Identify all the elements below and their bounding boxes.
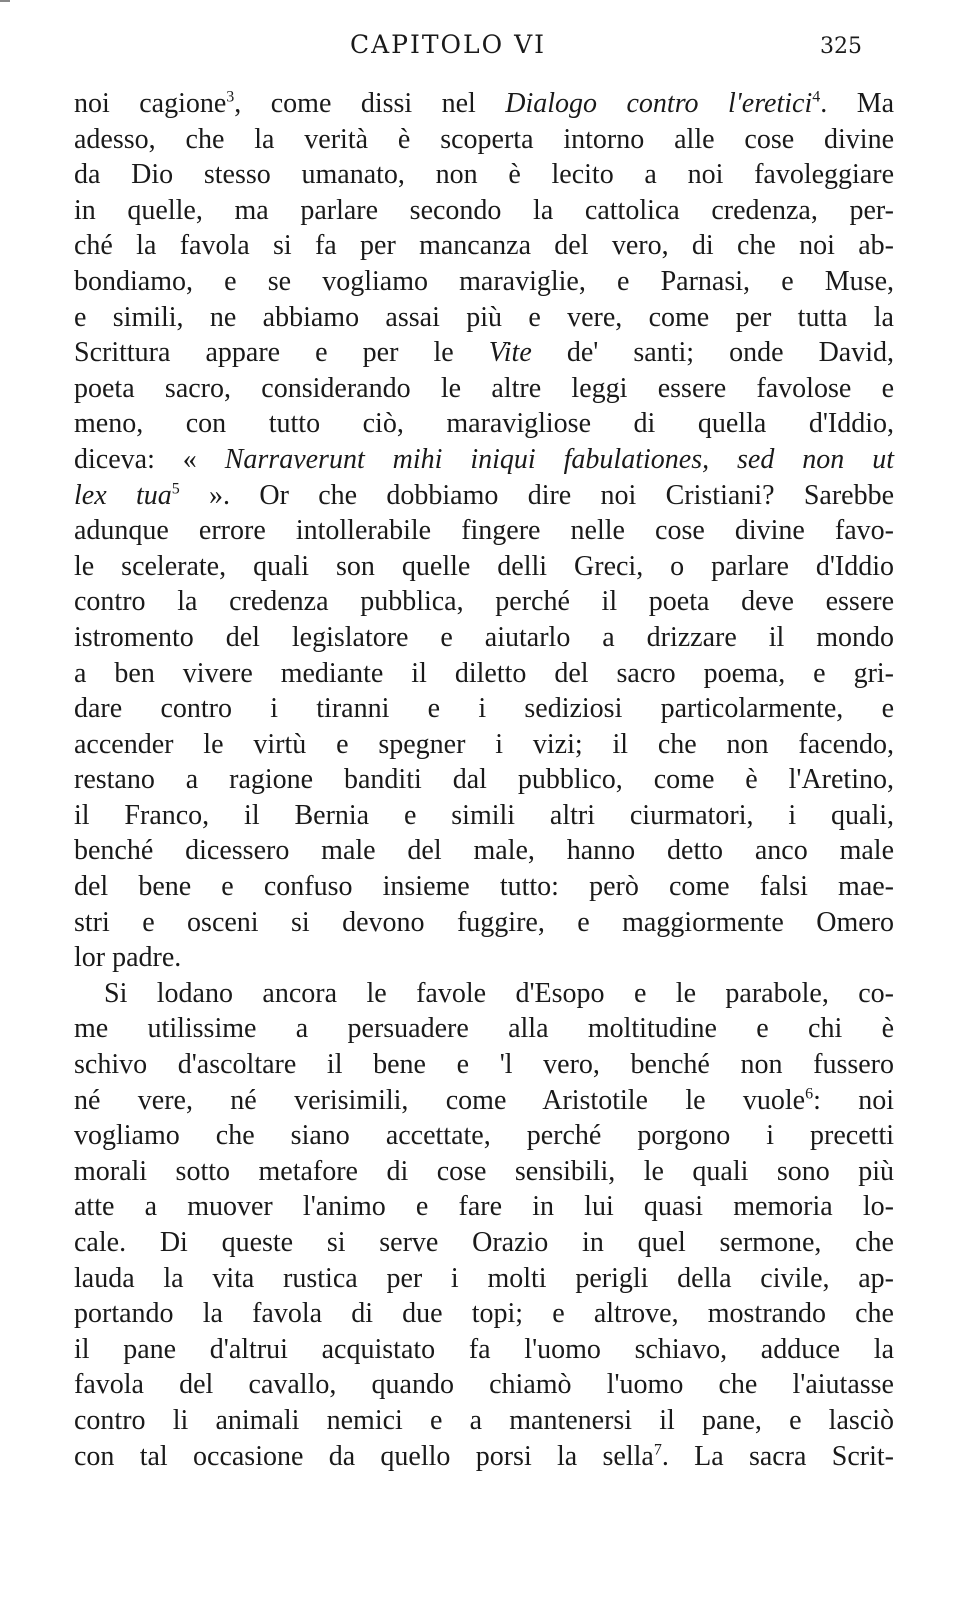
text-run: contro li animali nemici e a mantenersi il pane, e lasciò	[74, 1404, 894, 1436]
text-line	[74, 976, 894, 1012]
text-run: del bene e confuso insieme tutto: però come falsi mae-	[74, 871, 894, 903]
text-line	[74, 1225, 894, 1261]
text-run: Vite	[488, 337, 532, 369]
text-run: Scrittura appare e per le	[74, 337, 489, 369]
text-run: lex tua	[74, 479, 172, 511]
text-line	[74, 406, 894, 442]
text-run: , come dissi nel	[234, 88, 506, 119]
text-run: contro la credenza pubblica, perché il poeta deve essere	[74, 586, 894, 618]
text-line	[74, 1367, 894, 1403]
text-run: in quelle, ma parlare secondo la cattolica credenza, per-	[74, 194, 894, 226]
text-run: dare contro i tiranni e i sediziosi particolarmente, e	[74, 693, 894, 725]
text-run: istromento del legislatore e aiutarlo a drizzare il mondo	[74, 621, 894, 653]
text-run: de' santi; onde David,	[531, 337, 894, 369]
text-run: cale. Di queste si serve Orazio in quel sermone, che	[74, 1227, 894, 1258]
footnote-marker: 7	[653, 1441, 662, 1459]
text-line	[74, 513, 894, 549]
text-run: accender le virtù e spegner i vizi; il che non facendo,	[74, 728, 894, 760]
footnote-marker: 6	[805, 1085, 814, 1103]
text-run: me utilissime a persuadere alla moltitudine e chi è	[74, 1013, 894, 1045]
text-line	[74, 1154, 894, 1190]
text-line	[74, 478, 894, 514]
text-run: . Ma	[820, 88, 895, 119]
text-line	[74, 833, 894, 869]
text-line	[74, 335, 894, 371]
text-line	[74, 1011, 894, 1047]
text-line	[74, 1439, 894, 1475]
text-run: : noi	[813, 1084, 894, 1116]
body-text	[74, 86, 894, 1474]
text-line	[74, 1047, 894, 1083]
text-run: poeta sacro, considerando le altre leggi essere favolose e	[74, 372, 894, 404]
text-run: bondiamo, e se vogliamo maraviglie, e Parnasi, e Muse,	[74, 265, 894, 297]
text-line	[74, 620, 894, 656]
text-run: Si lodano ancora le favole d'Esopo e le parabole, co-	[104, 977, 894, 1009]
text-line	[74, 300, 894, 336]
footnote-marker: 3	[226, 88, 235, 106]
text-line	[74, 584, 894, 620]
text-run: il Franco, il Bernia e simili altri ciurmatori, i quali,	[74, 799, 894, 831]
text-run: adunque errore intollerabile fingere nelle cose divine favo-	[74, 515, 894, 547]
text-line	[74, 442, 894, 478]
text-run: Dialogo contro l'eretici	[505, 88, 813, 119]
text-run: né vere, né verisimili, come Aristotile le vuole	[74, 1084, 806, 1116]
text-run: con tal occasione da quello porsi la sella	[74, 1440, 654, 1472]
text-run: adesso, che la verità è scoperta intorno alle cose divine	[74, 123, 894, 155]
text-line	[74, 1189, 894, 1225]
text-run: meno, con tutto ciò, maravigliose di quella d'Iddio,	[74, 408, 894, 440]
text-line	[74, 1403, 894, 1439]
text-run: il pane d'altrui acquistato fa l'uomo schiavo, adduce la	[74, 1333, 894, 1365]
text-run: ». Or che dobbiamo dire noi Cristiani? Sarebbe	[179, 479, 894, 511]
text-line	[74, 157, 894, 193]
text-line	[74, 1296, 894, 1332]
text-run: portando la favola di due topi; e altrove, mostrando che	[74, 1298, 894, 1330]
text-run: da Dio stesso umanato, non è lecito a noi favoleggiare	[74, 159, 894, 191]
text-line	[74, 193, 894, 229]
text-line	[74, 1083, 894, 1119]
text-run: schivo d'ascoltare il bene e 'l vero, benché non fussero	[74, 1049, 894, 1081]
text-run: morali sotto metafore di cose sensibili, le quali sono più	[74, 1155, 894, 1187]
footnote-marker: 5	[171, 480, 180, 498]
page-header	[0, 30, 972, 62]
text-line	[74, 1118, 894, 1154]
text-line	[74, 371, 894, 407]
text-line	[74, 86, 894, 122]
text-line	[74, 869, 894, 905]
text-line	[74, 691, 894, 727]
text-run: lor padre.	[74, 942, 182, 974]
page-number: 325	[820, 34, 862, 59]
text-run: lauda la vita rustica per i molti perigli della civile, ap-	[74, 1262, 894, 1294]
text-line	[74, 798, 894, 834]
text-run: restano a ragione banditi dal pubblico, come è l'Aretino,	[74, 764, 894, 796]
footnote-marker: 4	[812, 88, 821, 106]
text-line	[74, 656, 894, 692]
text-line	[74, 1332, 894, 1368]
text-line	[74, 727, 894, 763]
text-line	[74, 940, 894, 976]
text-run: vogliamo che siano accettate, perché porgono i precetti	[74, 1120, 894, 1152]
text-run: diceva: «	[74, 443, 225, 475]
text-line	[74, 549, 894, 585]
text-line	[74, 762, 894, 798]
text-run: noi cagione	[74, 88, 227, 119]
running-head: CAPITOLO VI	[350, 30, 547, 59]
text-run: benché dicessero male del male, hanno detto anco male	[74, 835, 894, 867]
text-run: Narraverunt mihi iniqui fabulationes, sed non ut	[224, 443, 894, 475]
scan-mark	[0, 0, 10, 2]
text-run: . La sacra Scrit-	[661, 1440, 894, 1472]
text-run: stri e osceni si devono fuggire, e maggiormente Omero	[74, 906, 894, 938]
text-line	[74, 905, 894, 941]
text-run: ché la favola si fa per mancanza del vero, di che noi ab-	[74, 230, 894, 262]
text-line	[74, 122, 894, 158]
text-line	[74, 1261, 894, 1297]
text-run: le scelerate, quali son quelle delli Greci, o parlare d'Iddio	[74, 550, 894, 582]
text-run: favola del cavallo, quando chiamò l'uomo che l'aiutasse	[74, 1369, 894, 1401]
text-run: e simili, ne abbiamo assai più e vere, come per tutta la	[74, 301, 894, 333]
text-line	[74, 228, 894, 264]
text-run: a ben vivere mediante il diletto del sacro poema, e gri-	[74, 657, 894, 689]
text-run: atte a muover l'animo e fare in lui quasi memoria lo-	[74, 1191, 894, 1223]
text-line	[74, 264, 894, 300]
